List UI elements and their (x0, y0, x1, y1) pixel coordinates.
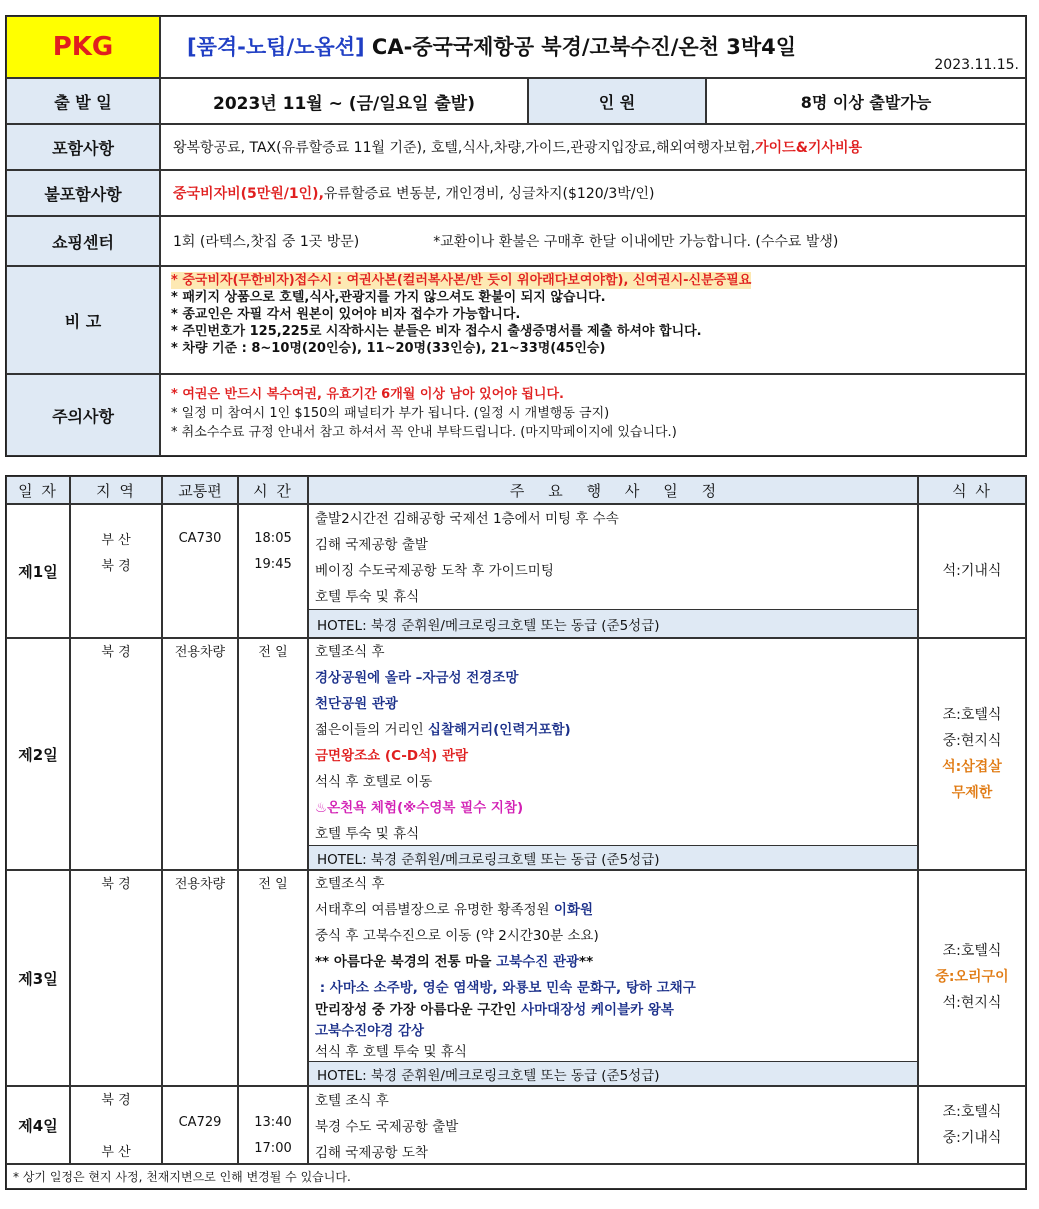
caution-cell (160, 374, 1026, 456)
day4-line-1: 호텔 조식 후 (315, 1093, 389, 1109)
col-transport: 교통편 (162, 476, 238, 504)
remark-birth-cert: * 주민번호가 125,225로 시작하시는 분들은 비자 접수시 출생증명서를 제출 하셔야 합니다. (171, 324, 702, 339)
day1-line-2: 김해 국제공항 출발 (315, 537, 428, 553)
day1-meal-dinner: 석:기내식 (942, 563, 1002, 579)
col-day: 일 자 (6, 476, 70, 504)
page-title (187, 31, 796, 61)
day3-line-6 (315, 998, 674, 1018)
shopping-note: *교환이나 환불은 구매후 한달 이내에만 가능합니다. (수수료 발생) (433, 234, 839, 250)
title-main: CA-중국국제항공 북경/고북수진/온천 3박4일 (364, 35, 797, 59)
day3-region (70, 870, 162, 1086)
day4-region-to: 부 산 (101, 1145, 131, 1160)
day4-time (238, 1086, 308, 1164)
day4-region-from: 북 경 (101, 1093, 131, 1108)
caution-penalty: * 일정 미 참여시 1인 $150의 패널티가 부가 됩니다. (일정 시 개별행동 금지) (171, 406, 610, 421)
excluded-value: 유류할증료 변동분, 개인경비, 싱글차지($120/3박/인) (323, 186, 655, 202)
title-bracket: [품격-노팁/노옵션] (187, 35, 365, 59)
excluded-cell (160, 170, 1026, 216)
people-label: 인 원 (528, 78, 706, 124)
day3-line-2a: 서태후의 여름별장으로 유명한 황족정원 (315, 902, 554, 918)
issue-date: 2023.11.15. (934, 57, 1019, 73)
day3-line-6b: 사마대장성 케이블카 왕복 (521, 1002, 674, 1018)
footnote-text: * 상기 일정은 현지 사정, 천재지변으로 인해 변경될 수 있습니다. (13, 1170, 351, 1184)
day3-line-4b: 고북수진 관광 (496, 954, 580, 970)
day3-line-4 (315, 950, 593, 970)
day4-flight: CA729 (178, 1115, 222, 1130)
day1-region (70, 504, 162, 638)
day3-line-3: 중식 후 고북수진으로 이동 (약 2시간30분 소요) (315, 928, 599, 944)
day3-line-6a: 만리장성 중 가장 아름다운 구간인 (315, 1002, 522, 1018)
col-region: 지 역 (70, 476, 162, 504)
day4-meal (918, 1086, 1026, 1164)
day2-meal-dinner-note: 무제한 (951, 785, 993, 801)
remark-visa: * 중국비자(무한비자)접수시 : 여권사본(컬러복사본/반 듯이 위아래다보여야함), 신여권시-신분증필요 (171, 273, 752, 288)
day1-line-1: 출발2시간전 김해공항 국제선 1층에서 미팅 후 수속 (315, 511, 619, 527)
day4-meal-lunch: 중:기내식 (942, 1130, 1002, 1146)
day2-line-1: 호텔조식 후 (315, 644, 385, 660)
day3-time-all: 전 일 (258, 877, 288, 892)
pkg-label: PKG (52, 32, 114, 62)
day3-meal-dinner: 석:현지식 (942, 995, 1002, 1011)
day2-time-all: 전 일 (258, 645, 288, 660)
day2-meal-breakfast: 조:호텔식 (942, 707, 1002, 723)
day2-hotel: HOTEL: 북경 준휘원/메크로링크호텔 또는 동급 (준5성급) (308, 845, 918, 870)
day2-line-4b: 십찰해거리(인력거포함) (427, 722, 571, 738)
caution-passport: * 여권은 반드시 복수여권, 유효기간 6개월 이상 남아 있어야 됩니다. (171, 387, 564, 402)
day2-itinerary (308, 638, 918, 870)
day2-line-8: 호텔 투숙 및 휴식 (315, 826, 420, 842)
day2-region (70, 638, 162, 870)
day1-time-arr: 19:45 (254, 557, 292, 572)
day2-line-4a: 젊은이들의 거리인 (315, 722, 428, 738)
day3-hotel: HOTEL: 북경 준휘원/메크로링크호텔 또는 동급 (준5성급) (308, 1061, 918, 1086)
day1-line-3: 베이징 수도국제공항 도착 후 가이드미팅 (315, 563, 554, 579)
day3-line-2 (315, 898, 593, 918)
day3-meal-breakfast: 조:호텔식 (942, 943, 1002, 959)
day2-meal (918, 638, 1026, 870)
day4-itinerary (308, 1086, 918, 1164)
day4-label: 제4일 (6, 1086, 70, 1164)
included-value: 왕복항공료, TAX(유류할증료 11월 기준), 호텔,식사,차량,가이드,관광지입장료,해외여행자보험, (173, 140, 756, 156)
departure-value: 2023년 11월 ~ (금/일요일 출발) (160, 78, 528, 124)
day3-line-4a: ** 아름다운 북경의 전통 마을 (315, 954, 497, 970)
day2-line-3: 천단공원 관광 (315, 696, 398, 712)
col-time: 시 간 (238, 476, 308, 504)
day4-time-dep: 13:40 (254, 1115, 292, 1130)
day1-itinerary (308, 504, 918, 638)
day1-label: 제1일 (6, 504, 70, 638)
included-label: 포함사항 (6, 124, 160, 170)
day1-region-from: 부 산 (101, 533, 131, 548)
day4-region (70, 1086, 162, 1164)
excluded-highlight: 중국비자비(5만원/1인), (173, 186, 324, 202)
day3-label: 제3일 (6, 870, 70, 1086)
day3-time (238, 870, 308, 1086)
caution-cancel: * 취소수수료 규정 안내서 참고 하셔서 꼭 안내 부탁드립니다. (마지막페이지에 있습니다.) (171, 425, 677, 440)
day1-flight: CA730 (178, 531, 222, 546)
day1-time-dep: 18:05 (254, 531, 292, 546)
day4-line-3: 김해 국제공항 도착 (315, 1145, 428, 1161)
day3-meal (918, 870, 1026, 1086)
included-cell (160, 124, 1026, 170)
pkg-badge (6, 16, 160, 78)
day2-time (238, 638, 308, 870)
departure-label: 출 발 일 (6, 78, 160, 124)
day1-transport (162, 504, 238, 638)
day2-vehicle: 전용차량 (174, 645, 226, 660)
day3-line-8: 석식 후 호텔 투숙 및 휴식 (315, 1044, 467, 1060)
remark-religious: * 종교인은 자필 각서 원본이 있어야 비자 접수가 가능합니다. (171, 307, 521, 322)
footnote (6, 1164, 1026, 1189)
day2-meal-dinner: 석:삼겹살 (942, 759, 1002, 775)
col-itinerary: 주 요 행 사 일 정 (308, 476, 918, 504)
remark-vehicle: * 차량 기준 : 8~10명(20인승), 11~20명(33인승), 21~33명(45인승) (171, 341, 606, 356)
day1-hotel: HOTEL: 북경 준휘원/메크로링크호텔 또는 동급 (준5성급) (308, 609, 918, 638)
day3-line-5: : 사마소 소주방, 영순 염색방, 와룡보 민속 문화구, 탕하 고채구 (315, 980, 696, 996)
day2-line-7: ♨온천욕 체험(※수영복 필수 지참) (315, 800, 524, 816)
day2-line-5: 금면왕조쇼 (C-D석) 관람 (315, 748, 469, 764)
included-highlight: 가이드&기사비용 (755, 140, 863, 156)
day1-region-to: 북 경 (101, 559, 131, 574)
day2-line-2: 경상공원에 올라 –자금성 전경조망 (315, 670, 519, 686)
day1-meal (918, 504, 1026, 638)
day2-label: 제2일 (6, 638, 70, 870)
day3-vehicle: 전용차량 (174, 877, 226, 892)
day4-transport (162, 1086, 238, 1164)
shopping-cell (160, 216, 1026, 266)
day3-line-2b: 이화원 (553, 902, 593, 918)
remarks-label: 비 고 (6, 266, 160, 374)
day2-line-6: 석식 후 호텔로 이동 (315, 774, 433, 790)
shopping-label: 쇼핑센터 (6, 216, 160, 266)
people-value: 8명 이상 출발가능 (706, 78, 1026, 124)
day4-meal-breakfast: 조:호텔식 (942, 1104, 1002, 1120)
day3-line-7: 고북수진야경 감상 (315, 1023, 425, 1039)
day2-region-name: 북 경 (101, 645, 131, 660)
day2-meal-lunch: 중:현지식 (942, 733, 1002, 749)
day3-line-4c: ** (579, 954, 594, 970)
day4-time-arr: 17:00 (254, 1141, 292, 1156)
day2-line-4 (315, 718, 571, 738)
day3-transport (162, 870, 238, 1086)
day2-transport (162, 638, 238, 870)
col-meal: 식 사 (918, 476, 1026, 504)
day3-region-name: 북 경 (101, 877, 131, 892)
caution-label: 주의사항 (6, 374, 160, 456)
day3-meal-lunch: 중:오리구이 (935, 969, 1009, 985)
remarks-cell (160, 266, 1026, 374)
shopping-value: 1회 (라텍스,찻집 중 1곳 방문) (173, 234, 360, 250)
day1-time (238, 504, 308, 638)
day4-line-2: 북경 수도 국제공항 출발 (315, 1119, 459, 1135)
day1-line-4: 호텔 투숙 및 휴식 (315, 589, 420, 605)
day3-itinerary (308, 870, 918, 1086)
day3-line-1: 호텔조식 후 (315, 876, 385, 892)
excluded-label: 불포함사항 (6, 170, 160, 216)
remark-refund: * 패키지 상품으로 호텔,식사,관광지를 가지 않으셔도 환불이 되지 않습니다. (171, 290, 606, 305)
title-cell (160, 16, 1026, 78)
